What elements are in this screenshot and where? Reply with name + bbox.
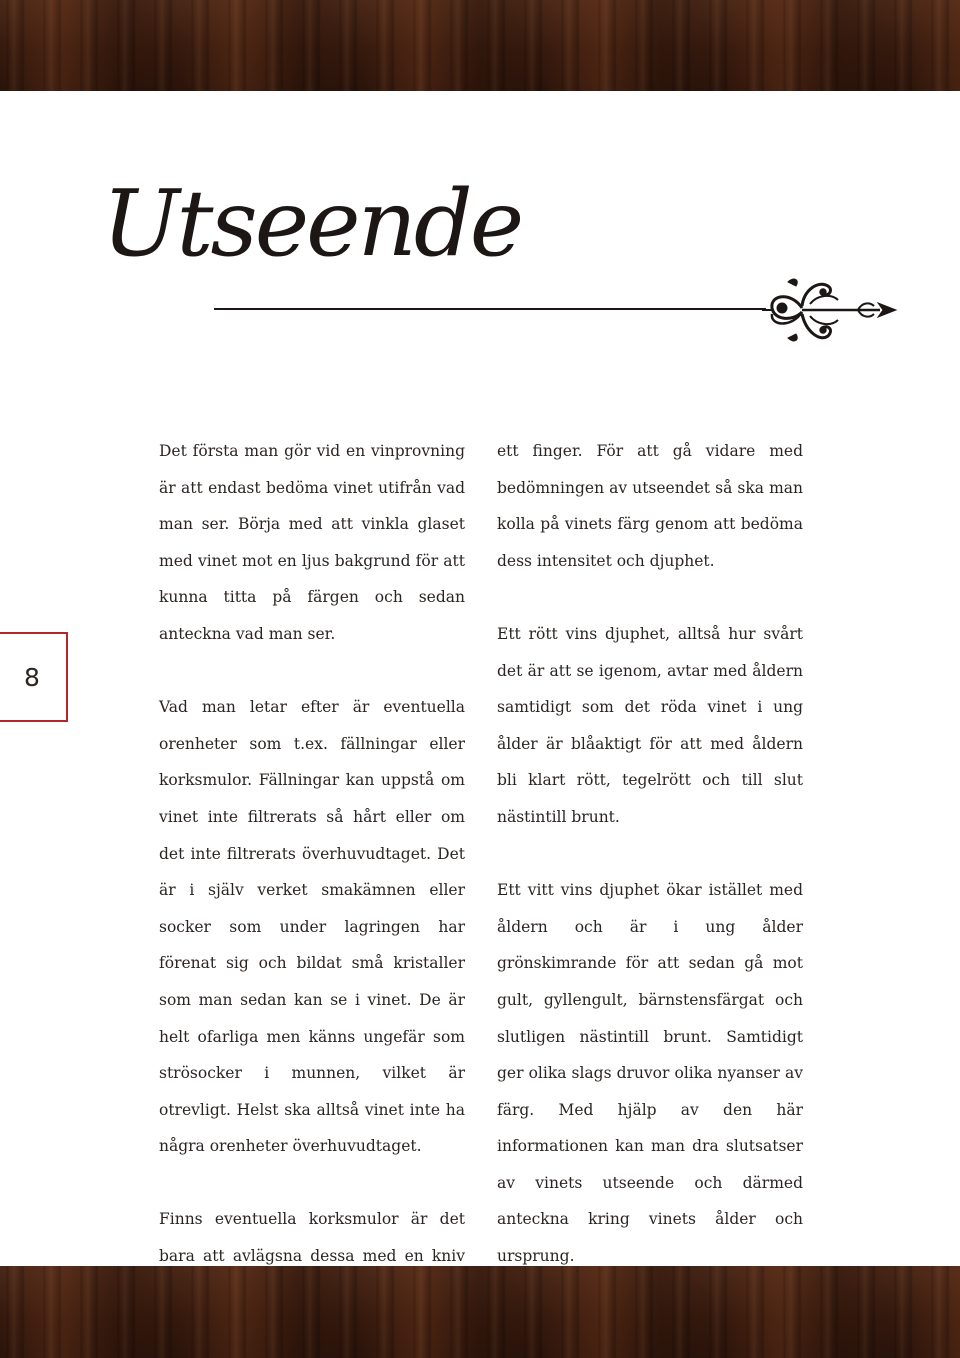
page-number-box — [0, 632, 68, 722]
wood-header-band — [0, 0, 960, 91]
paragraph: Ett vitt vins djuphet ökar istället med åldern och är i ung ålder grönskimrande för att sedan gå mot gult, gyllengult, bärnstensfärgat och slutligen nästintill brunt. Samtidigt ger olika slags druvor olika nyanser av färg. Med hjälp av den här informationen kan man dra slutsatser av vinets utseende och därmed anteckna kring vinets ålder och ursprung. — [497, 881, 803, 1266]
paragraph: ett finger. För att gå vidare med bedömningen av utseendet så ska man kolla på vinets färg genom att bedöma dess intensitet och djuphet. — [497, 442, 803, 570]
paragraph: Vad man letar efter är eventuella orenheter som t.ex. fällningar eller korksmulor. Fällningar kan uppstå om vinet inte filtrerats så hårt eller om det inte filtrerats överhuvudtaget. Det är i själv verket smakämnen eller socker som under lagringen har förenat sig och bildat små kristaller som man sedan kan se i vinet. De är helt ofarliga men känns ungefär som strösocker i munnen, vilket är otrevligt. Helst ska alltså vinet inte ha några orenheter överhuvudtaget. — [159, 698, 465, 1156]
title-underline — [214, 308, 766, 310]
paragraph: Ett rött vins djuphet, alltså hur svårt det är att se igenom, avtar med åldern samtidigt som det röda vinet i ung ålder är blåaktigt för att med åldern bli klart rött, tegelrött och till slut nästintill brunt. — [497, 624, 803, 826]
left-text-column — [159, 433, 465, 1348]
right-text-column — [497, 433, 803, 1311]
page-title: Utseende — [102, 170, 522, 277]
wood-footer-band — [0, 1266, 960, 1358]
flourish-ornament-icon — [762, 272, 898, 350]
paragraph: Det första man gör vid en vinprovning är att endast bedöma vinet utifrån vad man ser. Börja med att vinkla glaset med vinet mot en ljus bakgrund för att kunna titta på färgen och sedan anteckna vad man ser. — [159, 442, 465, 643]
page-number: 8 — [24, 662, 40, 692]
paragraph: Finns eventuella korksmulor är det bara att avlägsna dessa med en kniv — [159, 1210, 465, 1266]
